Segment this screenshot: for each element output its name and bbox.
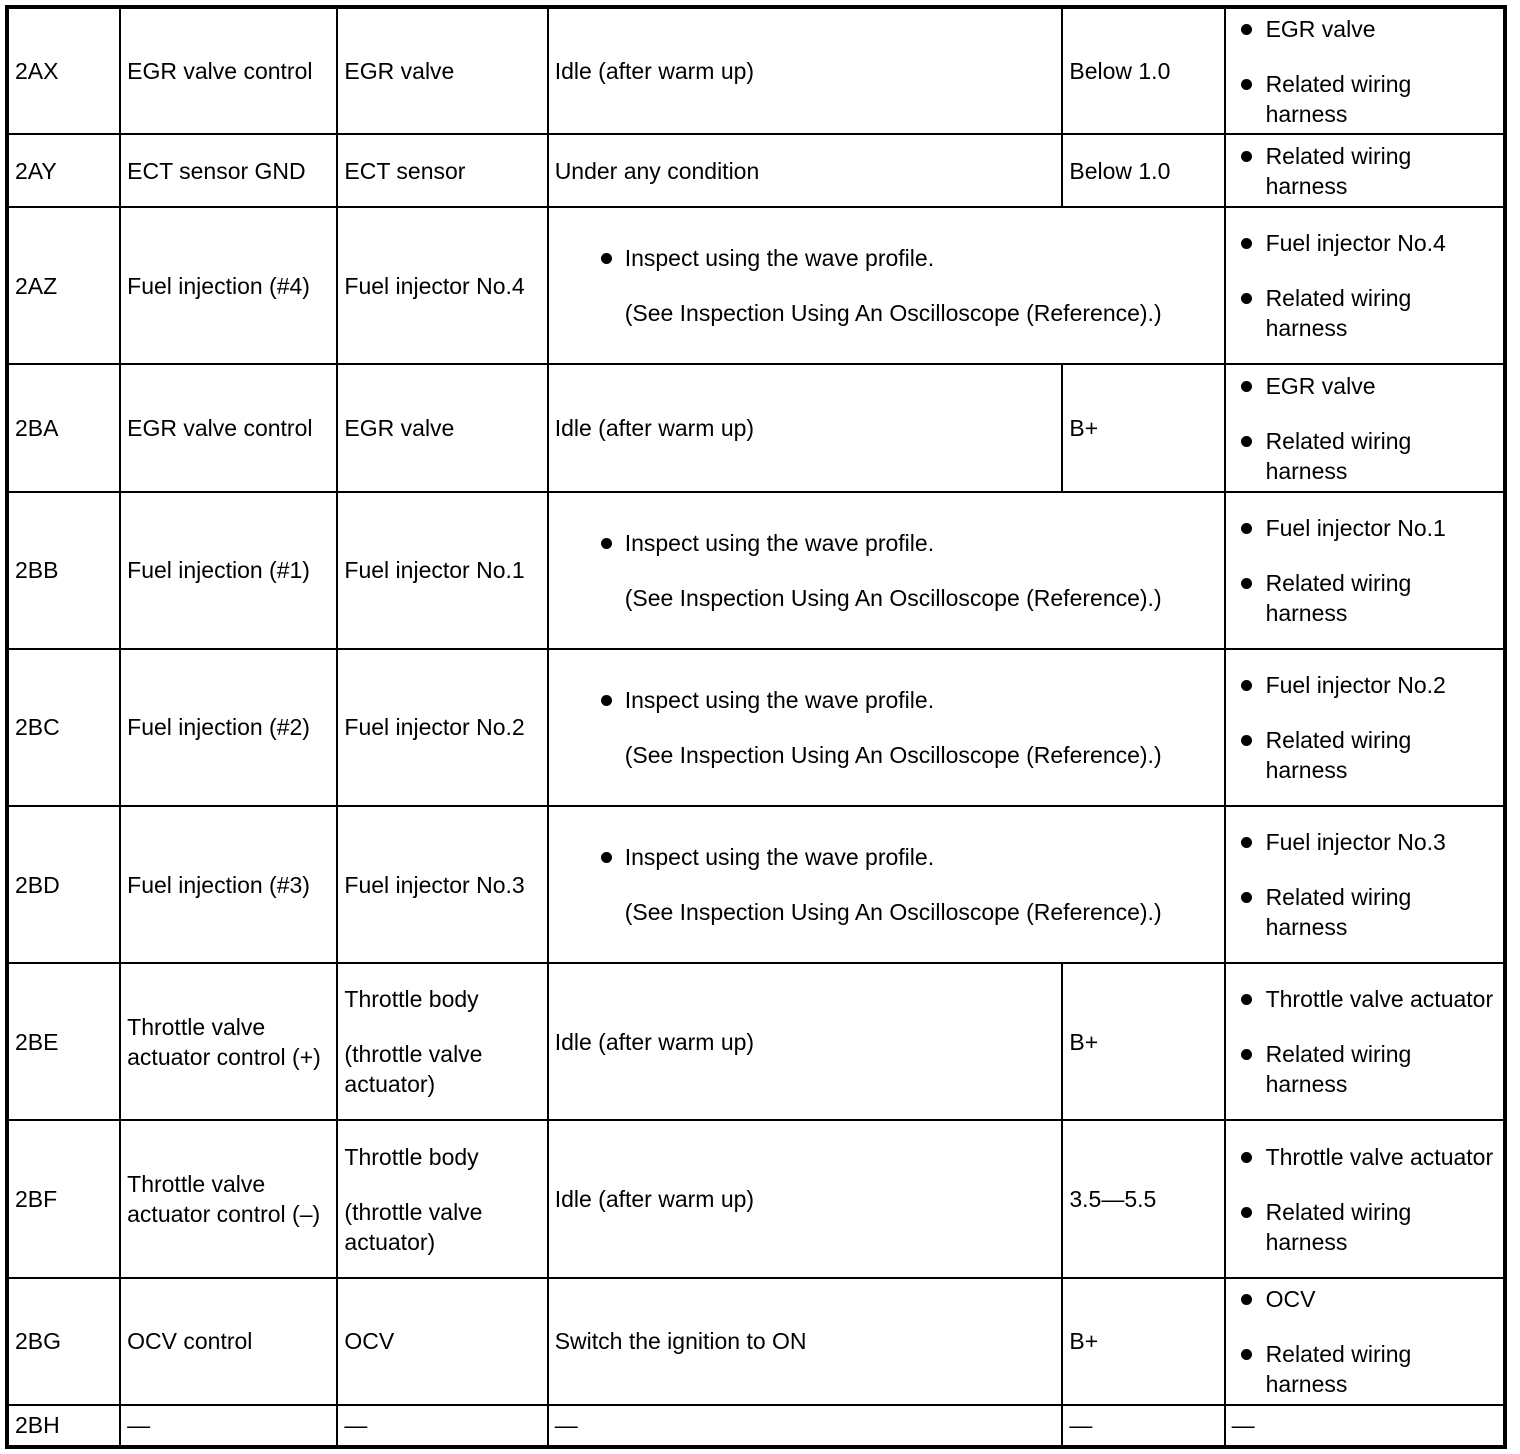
oscilloscope-reference-link[interactable]: (See Inspection Using An Oscilloscope (Reference).) xyxy=(624,300,1162,327)
action-item: Related wiring harness xyxy=(1232,1339,1497,1399)
action-cell xyxy=(1225,806,1505,963)
measurement-condition-cell: Switch the ignition to ON xyxy=(548,1278,1063,1405)
action-item: Fuel injector No.3 xyxy=(1232,827,1497,857)
table-body xyxy=(7,7,1505,1447)
measurement-condition-cell: Idle (after warm up) xyxy=(548,1120,1063,1277)
terminal-cell: 2BA xyxy=(7,364,120,491)
voltage-cell: — xyxy=(1062,1405,1224,1447)
connected-to-cell: OCV xyxy=(337,1278,547,1405)
action-list xyxy=(1232,670,1497,785)
action-item: Throttle valve actuator xyxy=(1232,1142,1497,1172)
inspection-note-cell xyxy=(548,207,1225,364)
connected-to-cell: ECT sensor xyxy=(337,134,547,207)
connected-to-cell: EGR valve xyxy=(337,7,547,134)
signal-name-cell: Throttle valve actuator control (–) xyxy=(120,1120,337,1277)
voltage-cell: Below 1.0 xyxy=(1062,134,1224,207)
action-item: EGR valve xyxy=(1232,371,1497,401)
inspection-note-cell xyxy=(548,806,1225,963)
action-list xyxy=(1232,1284,1497,1399)
signal-name-cell: Fuel injection (#1) xyxy=(120,492,337,649)
table-row xyxy=(7,963,1505,1120)
action-cell: — xyxy=(1225,1405,1505,1447)
action-item: Related wiring harness xyxy=(1232,69,1497,129)
terminal-cell: 2BE xyxy=(7,963,120,1120)
voltage-cell: B+ xyxy=(1062,963,1224,1120)
action-list xyxy=(1232,371,1497,486)
measurement-condition-cell: — xyxy=(548,1405,1063,1447)
signal-name-cell: Fuel injection (#3) xyxy=(120,806,337,963)
connected-to-cell: EGR valve xyxy=(337,364,547,491)
table-row xyxy=(7,1278,1505,1405)
connected-to-cell: Fuel injector No.4 xyxy=(337,207,547,364)
wave-profile-note: Inspect using the wave profile. xyxy=(591,528,1218,558)
voltage-cell: B+ xyxy=(1062,364,1224,491)
table-row xyxy=(7,492,1505,649)
action-cell xyxy=(1225,649,1505,806)
action-list xyxy=(1232,827,1497,942)
measurement-condition-cell: Under any condition xyxy=(548,134,1063,207)
action-item: Related wiring harness xyxy=(1232,1039,1497,1099)
action-list xyxy=(1232,141,1497,201)
table-row xyxy=(7,806,1505,963)
action-cell xyxy=(1225,492,1505,649)
action-item: Fuel injector No.1 xyxy=(1232,513,1497,543)
oscilloscope-reference-link[interactable]: (See Inspection Using An Oscilloscope (Reference).) xyxy=(624,741,1162,768)
action-item: Related wiring harness xyxy=(1232,283,1497,343)
wave-profile-note: Inspect using the wave profile. xyxy=(591,842,1218,872)
terminal-inspection-table xyxy=(5,5,1507,1449)
action-cell xyxy=(1225,1278,1505,1405)
action-cell xyxy=(1225,1120,1505,1277)
inspection-note-cell xyxy=(548,649,1225,806)
wave-profile-note: Inspect using the wave profile. xyxy=(591,243,1218,273)
connected-to-line: Throttle body xyxy=(344,1143,479,1170)
action-item: Related wiring harness xyxy=(1232,426,1497,486)
table-row xyxy=(7,364,1505,491)
measurement-condition-cell: Idle (after warm up) xyxy=(548,364,1063,491)
action-item: Related wiring harness xyxy=(1232,568,1497,628)
terminal-cell: 2BC xyxy=(7,649,120,806)
signal-name-cell: OCV control xyxy=(120,1278,337,1405)
terminal-cell: 2BG xyxy=(7,1278,120,1405)
action-item: EGR valve xyxy=(1232,14,1497,44)
action-item: Related wiring harness xyxy=(1232,1197,1497,1257)
action-cell xyxy=(1225,963,1505,1120)
connected-to-line: (throttle valve actuator) xyxy=(344,1198,483,1255)
signal-name-cell: Fuel injection (#2) xyxy=(120,649,337,806)
table-row xyxy=(7,649,1505,806)
action-list xyxy=(1232,984,1497,1099)
action-item: Fuel injector No.2 xyxy=(1232,670,1497,700)
terminal-cell: 2AY xyxy=(7,134,120,207)
action-cell xyxy=(1225,134,1505,207)
connected-to-line: (throttle valve actuator) xyxy=(344,1041,483,1098)
measurement-condition-cell: Idle (after warm up) xyxy=(548,963,1063,1120)
signal-name-cell: EGR valve control xyxy=(120,7,337,134)
connected-to-cell: Fuel injector No.2 xyxy=(337,649,547,806)
action-list xyxy=(1232,513,1497,628)
connected-to-cell: Fuel injector No.3 xyxy=(337,806,547,963)
table-row xyxy=(7,134,1505,207)
measurement-condition-cell: Idle (after warm up) xyxy=(548,7,1063,134)
action-item: Related wiring harness xyxy=(1232,141,1497,201)
signal-name-cell: Throttle valve actuator control (+) xyxy=(120,963,337,1120)
terminal-cell: 2BB xyxy=(7,492,120,649)
table-row xyxy=(7,7,1505,134)
connected-to-cell xyxy=(337,1120,547,1277)
terminal-cell: 2AZ xyxy=(7,207,120,364)
signal-name-cell: — xyxy=(120,1405,337,1447)
action-item: Fuel injector No.4 xyxy=(1232,228,1497,258)
connected-to-line: Throttle body xyxy=(344,986,479,1013)
action-list xyxy=(1232,228,1497,343)
voltage-cell: B+ xyxy=(1062,1278,1224,1405)
action-cell xyxy=(1225,207,1505,364)
wave-profile-note: Inspect using the wave profile. xyxy=(591,685,1218,715)
table-row xyxy=(7,1405,1505,1447)
terminal-cell: 2BF xyxy=(7,1120,120,1277)
action-item: Related wiring harness xyxy=(1232,725,1497,785)
action-cell xyxy=(1225,364,1505,491)
inspection-note-cell xyxy=(548,492,1225,649)
action-item: Related wiring harness xyxy=(1232,882,1497,942)
table-row xyxy=(7,1120,1505,1277)
voltage-cell: Below 1.0 xyxy=(1062,7,1224,134)
signal-name-cell: Fuel injection (#4) xyxy=(120,207,337,364)
terminal-cell: 2AX xyxy=(7,7,120,134)
terminal-cell: 2BD xyxy=(7,806,120,963)
action-list xyxy=(1232,14,1497,129)
voltage-cell: 3.5—5.5 xyxy=(1062,1120,1224,1277)
table-row xyxy=(7,207,1505,364)
signal-name-cell: EGR valve control xyxy=(120,364,337,491)
signal-name-cell: ECT sensor GND xyxy=(120,134,337,207)
action-cell xyxy=(1225,7,1505,134)
oscilloscope-reference-link[interactable]: (See Inspection Using An Oscilloscope (Reference).) xyxy=(624,899,1162,926)
connected-to-cell: — xyxy=(337,1405,547,1447)
action-item: Throttle valve actuator xyxy=(1232,984,1497,1014)
action-item: OCV xyxy=(1232,1284,1497,1314)
terminal-cell: 2BH xyxy=(7,1405,120,1447)
connected-to-cell xyxy=(337,963,547,1120)
oscilloscope-reference-link[interactable]: (See Inspection Using An Oscilloscope (Reference).) xyxy=(624,584,1162,611)
action-list xyxy=(1232,1142,1497,1257)
connected-to-cell: Fuel injector No.1 xyxy=(337,492,547,649)
